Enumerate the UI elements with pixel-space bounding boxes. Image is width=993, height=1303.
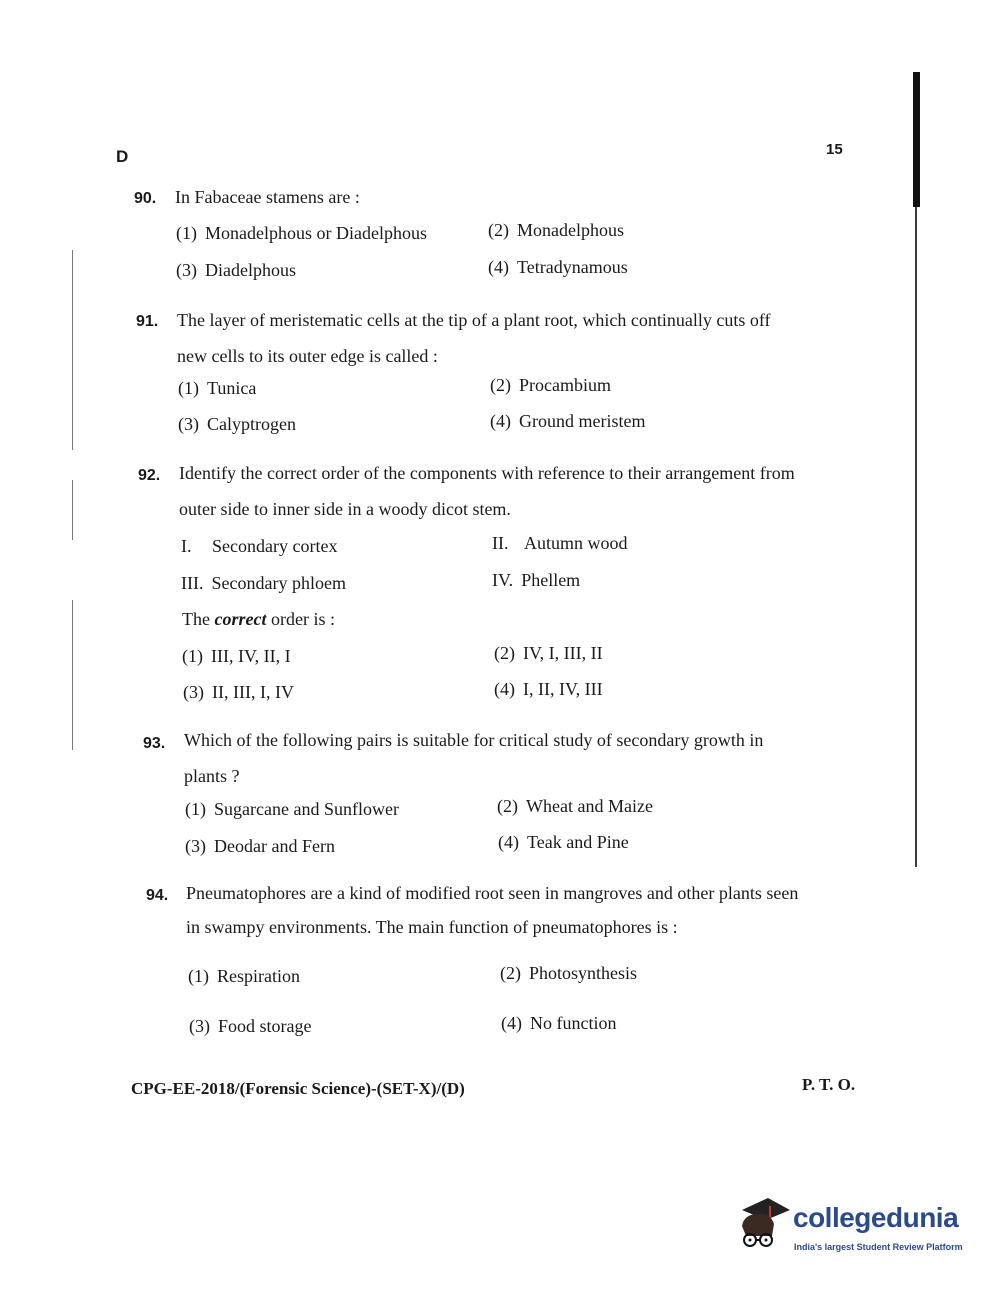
option-text: Calyptrogen [207, 414, 296, 434]
option-text: IV, I, III, II [523, 643, 603, 663]
question-text-line: The layer of meristematic cells at the tip of a plant root, which continually cuts off [177, 310, 771, 330]
component-text: Secondary phloem [211, 573, 346, 593]
option-number: (2) [497, 796, 518, 816]
order-emphasis: correct [214, 609, 267, 629]
option-text: Monadelphous or Diadelphous [205, 223, 427, 243]
collegedunia-watermark [736, 1196, 961, 1258]
option-text: Diadelphous [205, 260, 296, 280]
option-2 [494, 643, 603, 664]
option-number: (4) [498, 832, 519, 852]
brand-tagline: India's largest Student Review Platform [794, 1242, 963, 1252]
question-number: 90. [134, 190, 157, 207]
option-2 [497, 796, 653, 817]
option-1 [188, 966, 300, 987]
option-text: Photosynthesis [529, 963, 638, 983]
option-1 [182, 646, 291, 667]
footer-paper-code: CPG-EE-2018/(Forensic Science)-(SET-X)/(D) [131, 1079, 465, 1098]
question-text-line: Pneumatophores are a kind of modified root seen in mangroves and other plants seen [186, 883, 799, 903]
option-number: (1) [182, 646, 203, 666]
option-number: (1) [185, 799, 206, 819]
component-text: Secondary cortex [212, 536, 338, 556]
option-text: Sugarcane and Sunflower [214, 799, 399, 819]
option-1 [178, 378, 256, 399]
component-III [181, 573, 346, 594]
option-number: (2) [488, 220, 509, 240]
option-number: (1) [188, 966, 209, 986]
scan-edge-bar [913, 72, 920, 207]
option-number: (3) [189, 1016, 210, 1036]
option-4 [490, 411, 645, 432]
question-text [184, 723, 849, 795]
option-number: (1) [176, 223, 197, 243]
option-4 [488, 257, 628, 278]
option-2 [490, 375, 611, 396]
option-1 [185, 799, 399, 820]
component-number: II. [492, 533, 509, 553]
component-II [492, 533, 628, 554]
option-number: (4) [501, 1013, 522, 1033]
option-number: (1) [178, 378, 199, 398]
option-number: (3) [185, 836, 206, 856]
option-4 [498, 832, 629, 853]
component-IV [492, 570, 580, 591]
question-text-line: in swampy environments. The main function of pneumatophores is : [186, 917, 678, 937]
component-I [181, 536, 337, 557]
option-2 [500, 963, 637, 984]
option-4 [494, 679, 603, 700]
component-number: I. [181, 536, 192, 556]
option-text: Monadelphous [517, 220, 624, 240]
option-number: (4) [490, 411, 511, 431]
question-text: In Fabaceae stamens are : [175, 187, 360, 207]
option-4 [501, 1013, 616, 1034]
option-text: Food storage [218, 1016, 312, 1036]
scan-margin-mark [72, 600, 73, 750]
option-number: (2) [500, 963, 521, 983]
option-3 [178, 414, 296, 435]
option-text: Ground meristem [519, 411, 646, 431]
question-number: 93. [143, 735, 166, 752]
question-number: 91. [136, 313, 159, 330]
option-text: Teak and Pine [527, 832, 629, 852]
question-number: 94. [146, 887, 169, 904]
option-text: Tetradynamous [517, 257, 628, 277]
option-number: (4) [494, 679, 515, 699]
option-text: No function [530, 1013, 617, 1033]
option-1 [176, 223, 427, 244]
option-text: Procambium [519, 375, 611, 395]
option-3 [185, 836, 335, 857]
question-text [177, 303, 842, 375]
set-code: D [116, 147, 129, 166]
question-text-line: plants ? [184, 766, 240, 786]
option-text: II, III, I, IV [212, 682, 294, 702]
option-text: Tunica [207, 378, 257, 398]
option-number: (3) [178, 414, 199, 434]
component-text: Phellem [521, 570, 581, 590]
question-text [186, 876, 851, 946]
option-text: I, II, IV, III [523, 679, 603, 699]
question-text-line: Which of the following pairs is suitable for critical study of secondary growth in [184, 730, 764, 750]
order-prefix: The [182, 609, 215, 629]
option-number: (3) [183, 682, 204, 702]
mascot-icon [736, 1196, 792, 1258]
option-text: Wheat and Maize [526, 796, 653, 816]
option-number: (4) [488, 257, 509, 277]
option-text: III, IV, II, I [211, 646, 291, 666]
option-number: (3) [176, 260, 197, 280]
order-prompt [182, 609, 335, 630]
option-number: (2) [494, 643, 515, 663]
option-number: (2) [490, 375, 511, 395]
footer-pto: P. T. O. [802, 1075, 856, 1094]
option-3 [176, 260, 296, 281]
order-suffix: order is : [266, 609, 335, 629]
scan-margin-mark [72, 250, 73, 450]
question-text-line: outer side to inner side in a woody dicot stem. [179, 499, 511, 519]
scan-edge-line [915, 207, 917, 867]
question-text-line: new cells to its outer edge is called : [177, 346, 438, 366]
scan-margin-mark [72, 480, 73, 540]
brand-name: collegedunia [793, 1202, 959, 1233]
page-number: 15 [826, 141, 843, 158]
question-number: 92. [138, 467, 161, 484]
option-3 [189, 1016, 312, 1037]
question-text-line: Identify the correct order of the components with reference to their arrangement from [179, 463, 795, 483]
option-text: Deodar and Fern [214, 836, 335, 856]
component-number: III. [181, 573, 204, 593]
option-2 [488, 220, 624, 241]
question-text [179, 456, 844, 528]
component-text: Autumn wood [524, 533, 628, 553]
option-text: Respiration [217, 966, 300, 986]
option-3 [183, 682, 294, 703]
component-number: IV. [492, 570, 514, 590]
